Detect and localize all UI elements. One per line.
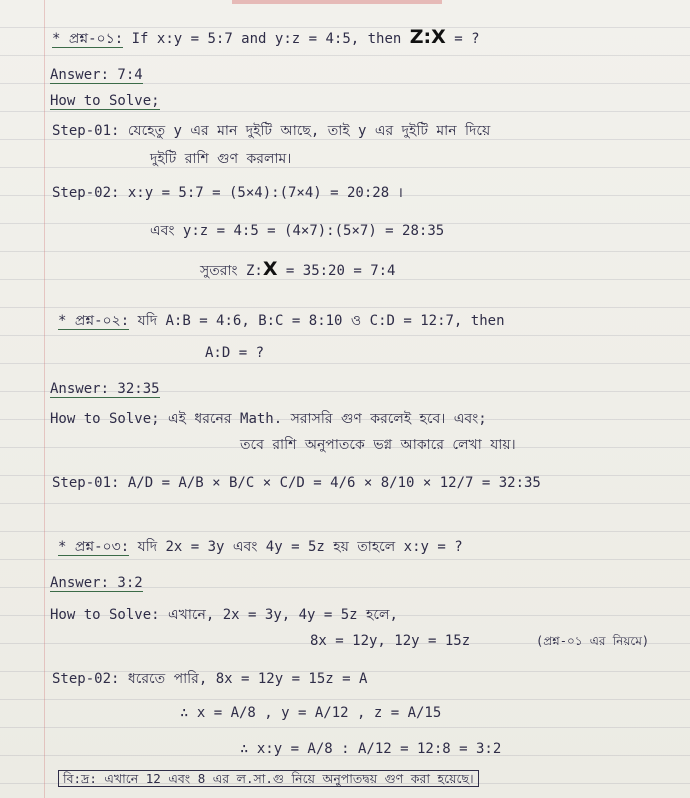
problem1-step2-c	[200, 260, 396, 280]
problem1-answer-text: Answer: 7:4	[50, 67, 143, 83]
problem1-label: * প্রশ্ন-০১:	[52, 31, 124, 47]
problem1-bold-query: Z:X	[409, 26, 446, 48]
problem3-how-to-b: 8x = 12y, 12y = 15z	[310, 633, 471, 649]
problem1-step2-c-post: = 35:20 = 7:4	[277, 263, 396, 279]
problem1-how-to-text: How to Solve;	[50, 93, 160, 109]
margin-line	[44, 0, 45, 798]
problem1-query-tail: = ?	[454, 31, 480, 47]
problem2-answer-text: Answer: 32:35	[50, 381, 160, 397]
problem2-label: * প্রশ্ন-০২:	[58, 313, 130, 329]
problem1-answer	[50, 66, 143, 84]
problem2-question: যদি A:B = 4:6, B:C = 8:10 ও C:D = 12:7, then	[137, 313, 505, 329]
problem1-step2-b: এবং y:z = 4:5 = (4×7):(5×7) = 28:35	[150, 223, 445, 239]
problem2-how-to-a: How to Solve; এই ধরনের Math. সরাসরি গুণ করলেই হবে। এবং;	[50, 411, 487, 427]
problem1-how-to	[50, 92, 160, 110]
problem2-step1: Step-01: A/D = A/B × B/C × C/D = 4/6 × 8/10 × 12/7 = 32:35	[52, 475, 541, 491]
problem3-answer-text: Answer: 3:2	[50, 575, 143, 591]
problem2-how-to-b: তবে রাশি অনুপাতকে ভগ্ন আকারে লেখা যায়।	[240, 437, 516, 453]
problem2-question-b: A:D = ?	[205, 345, 265, 361]
problem3-label: * প্রশ্ন-০৩:	[58, 539, 130, 555]
top-mark	[232, 0, 442, 4]
problem1-step2-c-bold: X	[262, 258, 278, 280]
problem3-line-ratio: ∴ x:y = A/8 : A/12 = 12:8 = 3:2	[240, 741, 502, 757]
problem2-question-line	[58, 312, 505, 330]
problem1-question: If x:y = 5:7 and y:z = 4:5, then	[131, 31, 402, 47]
problem3-question-line	[58, 538, 463, 556]
problem1-question-line	[52, 28, 480, 48]
problem3-line-x: ∴ x = A/8 , y = A/12 , z = A/15	[180, 705, 442, 721]
problem1-step2-c-pre: সুতরাং Z:	[200, 263, 263, 279]
problem3-answer	[50, 574, 143, 592]
problem3-note-text: বি:দ্র: এখানে 12 এবং 8 এর ল.সা.গু নিয়ে অনুপাতদ্বয় গুণ করা হয়েছে।	[58, 770, 479, 787]
problem3-note	[58, 770, 479, 788]
problem1-step2-a: Step-02: x:y = 5:7 = (5×4):(7×4) = 20:28 ।	[52, 185, 403, 201]
problem2-answer	[50, 380, 160, 398]
problem1-step1-a: Step-01: যেহেতু y এর মান দুইটি আছে, তাই y এর দুইটি মান দিয়ে	[52, 123, 491, 139]
problem3-side-note: (প্রশ্ন-০১ এর নিয়মে)	[536, 634, 650, 648]
problem3-how-to: How to Solve: এখানে, 2x = 3y, 4y = 5z হলে,	[50, 607, 398, 623]
problem3-step2: Step-02: ধরেতে পারি, 8x = 12y = 15z = A	[52, 671, 368, 687]
problem3-question: যদি 2x = 3y এবং 4y = 5z হয় তাহলে x:y = ?	[137, 539, 463, 555]
problem1-step1-b: দুইটি রাশি গুণ করলাম।	[150, 151, 292, 167]
